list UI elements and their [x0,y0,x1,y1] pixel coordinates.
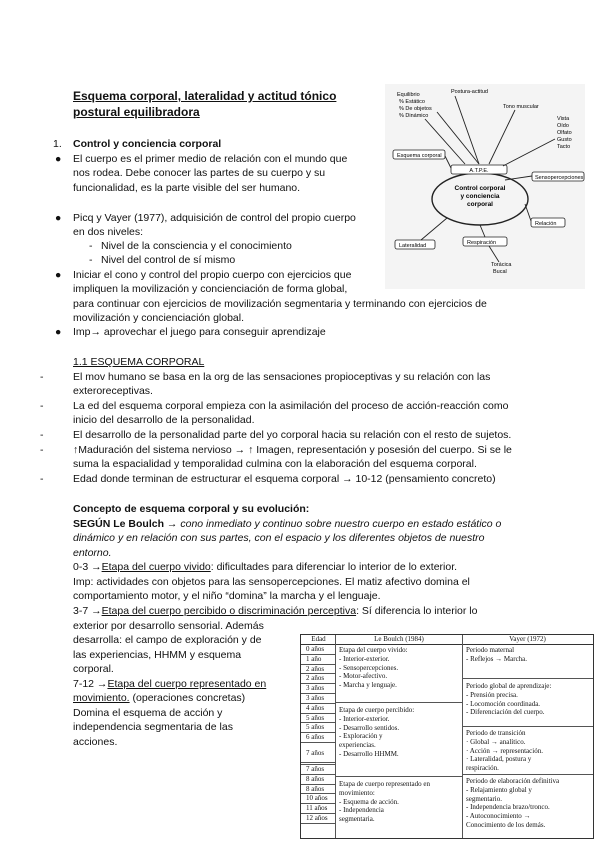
age-range: 0-3 → [73,561,102,573]
paragraph-line: desarrolla: el campo de exploración y de [73,634,262,646]
cell-line: Periodo maternal [466,646,515,654]
age-cell: 6 años [301,733,335,743]
cell-line: - Independencia brazo/tronco. [466,803,550,812]
esquema-label: Esquema corporal [397,153,442,159]
paragraph-line: nos rodea. Debe conocer las partes de su cuerpo y su [73,167,326,179]
boulch-stage-3 [339,780,430,824]
sense-item: Oído [557,123,569,129]
respiracion-label: Respiración [467,240,497,246]
cell-line: - Prensión precisa. [466,690,518,699]
equilibrio-label: Equilibrio [397,92,420,98]
cell-line: Etapa de cuerpo percibido: [339,706,415,714]
paragraph-line: funcionalidad, es la parte visible del ser humano. [73,182,301,194]
stage-name: Etapa del cuerpo vivido [101,561,211,573]
section-number: 1. [53,138,62,150]
paragraph-line: para continuar con ejercicios de movilización segmentaria y terminando con ejercicios de [73,298,487,310]
stage-3-7 [73,604,477,619]
list-item: suma la espacialidad y temporalidad culmina con la elaboración del esquema corporal. [73,458,477,470]
age-cell: 2 años [301,665,335,675]
dash-icon: - [89,254,93,266]
cell-line: Conocimiento de los demás. [466,820,546,829]
vayer-stage-1 [466,646,527,664]
age-cell: 12 años [301,814,335,824]
cell-line: - Motor-afectivo. [339,672,388,681]
paragraph-line: Picq y Vayer (1977), adquisición de control del propio cuerpo [73,212,356,224]
paragraph-line: acciones. [73,736,118,748]
stage-7-12-cont [73,691,245,706]
segun-label: SEGÚN Le Boulch [73,518,165,530]
segun-text: → cono inmediato y continuo sobre nuestro cuerpo en estado estático o [164,518,502,530]
sense-item: Vista [557,116,570,122]
bullet-icon: ● [55,326,62,338]
table-header [301,635,593,645]
cell-line: · Global → analítico. [466,737,526,746]
age-cell: 5 años [301,723,335,733]
dash-icon: - [40,473,44,485]
atpe-label: A.T.P.E. [469,168,489,174]
list-item: El desarrollo de la personalidad parte del yo corporal hacia su relación con el resto de sujetos. [73,429,512,441]
cell-line: - Independencia [339,806,384,815]
paragraph-line: Imp: actividades con objetos para las sensopercepciones. El matiz afectivo domina el [73,576,470,588]
paragraph-line: movilización y concienciación global. [73,312,245,324]
dash-icon: - [40,444,44,456]
dash-icon: - [40,400,44,412]
stage-0-3 [73,560,457,575]
boulch-stage-2 [339,706,414,759]
tono-label: Tono muscular [503,104,539,110]
respiracion-item: Bucal [493,269,507,275]
paragraph-line: Domina el esquema de acción y [73,707,223,719]
header-cell: Le Boulch (1984) [374,635,424,643]
list-item: exteroreceptivas. [73,385,153,397]
list-item: La ed del esquema corporal empieza con la asimilación del proceso de acción-reacción como [73,400,509,412]
cell-line: · Lateralidad, postura y [466,755,532,764]
segun-text: dinámico y en relación con sus partes, con el espacio y los diferentes objetos de nuestro [73,532,485,544]
dash-icon: - [40,371,44,383]
list-item: ↑Maduración del sistema nervioso → ↑ Imagen, representación y posesión del cuerpo. Si se le [73,444,512,456]
cell-line: - Marcha y lenguaje. [339,681,397,690]
sense-item: Tacto [557,144,571,150]
cell-line: Etapa de cuerpo representado en [339,780,430,788]
cell-line: respiración. [466,764,499,773]
stage-desc: : Sí diferencia lo interior lo [356,605,478,617]
cell-line: · Acción → representación. [466,746,543,755]
sub-item: Nivel de la consciencia y el conocimiento [101,240,292,252]
cell-line: - Reflejos → Marcha. [466,654,528,663]
page-title: Esquema corporal, lateralidad y actitud tónico postural equilibradora [73,89,337,119]
cell-line: experiencias. [339,741,376,750]
age-cell: 8 años [301,775,335,785]
lateralidad-label: Lateralidad [399,243,427,249]
stage-name: movimiento. [73,692,130,704]
concept-heading: Concepto de esquema corporal y su evolución: [73,503,310,515]
age-cell: 0 años [301,645,335,655]
postura-label: Postura-actitud [451,89,488,95]
age-range: 3-7 → [73,605,102,617]
list-item: Edad donde terminan de estructurar el esquema corporal → 10-12 (pensamiento concreto) [73,473,496,485]
vayer-stage-2 [466,682,551,717]
cell-line: - Exploración y [339,732,383,741]
cell-line: - Desarrollo HHMM. [339,749,399,758]
sense-item: Olfato [557,130,572,136]
cell-line: - Interior-exterior. [339,654,390,663]
bullet-icon: ● [55,153,62,165]
equilibrio-item: % De objetos [399,106,432,112]
vayer-stage-4 [466,777,559,830]
sense-item: Gusto [557,137,572,143]
sub-item: Nivel del control de sí mismo [101,254,236,266]
header-cell: Edad [311,635,326,643]
cell-line: - Diferenciación del cuerpo. [466,708,545,717]
stage-desc: (operaciones concretas) [129,692,246,704]
age-cell: 4 años [301,704,335,714]
bullet-icon: ● [55,269,62,281]
segun-text: entorno. [73,547,112,559]
center-text: Control corporal [454,185,506,192]
age-cell: 8 años [301,785,335,795]
concept-segun [73,517,501,532]
cell-line: - Desarrollo sentidos. [339,723,400,732]
stage-name: Etapa del cuerpo representado en [107,678,267,690]
paragraph-line: corporal. [73,663,114,675]
cell-line: - Sensopercepciones. [339,663,399,672]
list-item: El mov humano se basa en la org de las sensaciones propioceptivas y su relación con las [73,371,491,383]
cell-line: Periodo global de aprendizaje: [466,682,552,690]
equilibrio-item: % Dinámico [399,113,429,119]
age-cell: 3 años [301,694,335,704]
cell-line: - Esquema de acción. [339,797,399,806]
cell-line: Periodo de transición [466,729,526,737]
senso-label: Sensopercepciones [535,175,584,181]
section-heading: Control y conciencia corporal [73,138,222,150]
cell-line: segmentario. [466,794,502,803]
stage-name: Etapa del cuerpo percibido o discriminación perceptiva [101,605,357,617]
age-cell: 2 años [301,674,335,684]
dash-icon: - [40,429,44,441]
dash-icon: - [89,240,93,252]
respiracion-item: Torácica [491,262,512,268]
relacion-label: Relación [535,221,557,227]
age-cell: 7 años [301,743,335,763]
cell-line: Periodo de elaboración definitiva [466,777,560,785]
center-text: corporal [466,201,494,208]
paragraph-line: en dos niveles: [73,226,144,238]
cell-line: - Autoconocimiento → [466,812,531,821]
bullet-icon: ● [55,212,62,224]
paragraph-line: Imp→ aprovechar el juego para conseguir aprendizaje [73,326,326,338]
list-item: inicio del desarrollo de la personalidad. [73,414,255,426]
cell-line: segmentaria. [339,815,375,824]
age-cell: 10 años [301,794,335,804]
paragraph-line: Iniciar el cono y control del propio cuerpo con ejercicios que [73,269,352,281]
age-cell: 1 año [301,655,335,665]
cell-line: Etapa del cuerpo vivido: [339,646,408,654]
cell-line: - Interior-exterior. [339,714,390,723]
paragraph-line: comportamiento motor, y el niño “domina” la marcha y el lenguaje. [73,590,381,602]
comparison-table [300,634,594,839]
paragraph-line: impliquen la movilización y concienciación de forma global, [73,283,348,295]
stage-7-12 [73,677,266,692]
center-text: y conciencia [460,193,500,200]
age-column [301,645,335,824]
age-cell: 11 años [301,804,335,814]
paragraph-line: independencia segmentaria de las [73,721,233,733]
concept-map-diagram [385,84,585,289]
cell-line: - Locomoción coordinada. [466,699,541,708]
paragraph-line: El cuerpo es el primer medio de relación con el mundo que [73,153,348,165]
equilibrio-item: % Estático [399,99,425,105]
age-cell: 5 años [301,714,335,724]
cell-line: - Relajamiento global y [466,785,532,794]
paragraph-line: exterior por desarrollo sensorial. Además [73,620,264,632]
cell-line: movimiento: [339,788,375,797]
subsection-heading: 1.1 ESQUEMA CORPORAL [73,356,205,368]
stage-desc: : dificultades para diferenciar lo interior de lo exterior. [210,561,458,573]
age-cell: 7 años [301,765,335,775]
age-range: 7-12 → [73,678,108,690]
age-cell: 3 años [301,684,335,694]
boulch-stage-1 [339,646,408,690]
paragraph-line: las experiencias, HHMM y esquema [73,649,242,661]
vayer-stage-3 [466,729,543,773]
header-cell: Vayer (1972) [509,635,546,643]
